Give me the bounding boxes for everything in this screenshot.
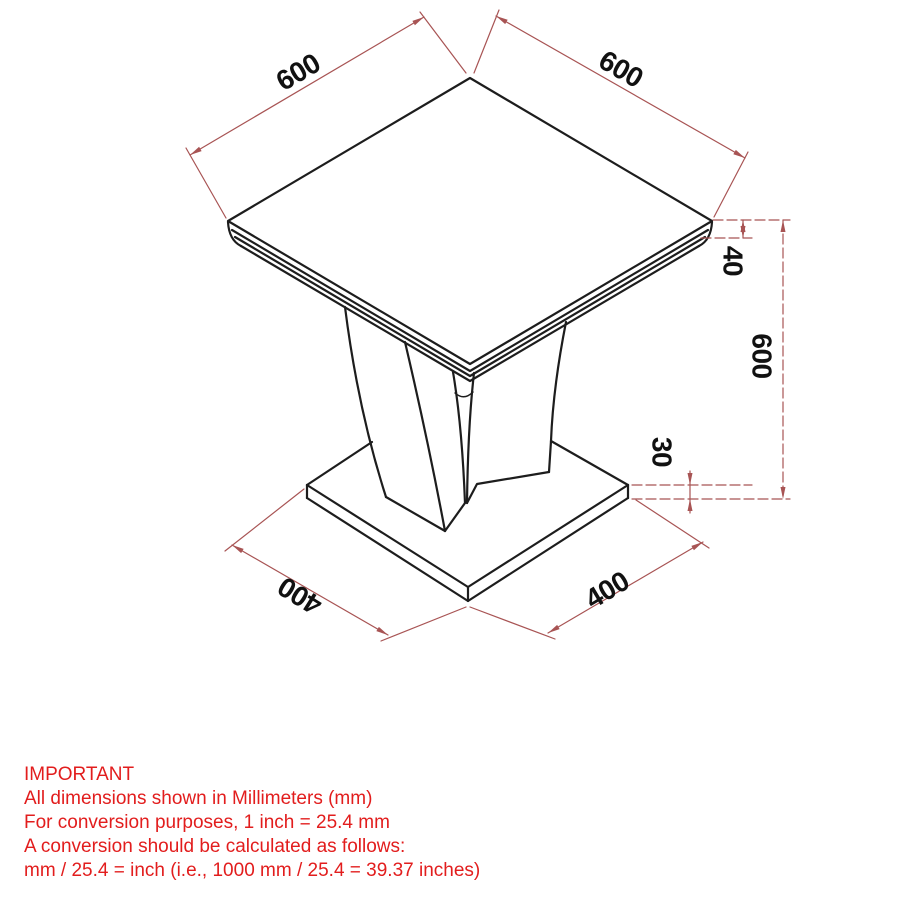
dim-arrow (412, 17, 424, 25)
dim-label: 40 (717, 245, 749, 277)
dimension-line (474, 10, 499, 73)
table-outline-path (405, 342, 445, 531)
dim-arrow (688, 499, 693, 511)
dim-arrow (548, 625, 560, 633)
dim-label: 400 (272, 570, 328, 622)
dim-label: 600 (746, 333, 778, 379)
dim-arrow (688, 473, 693, 485)
dim-arrow (733, 150, 745, 158)
table-outline-path (241, 246, 699, 381)
dimension-line (636, 500, 709, 548)
dim-arrow (781, 220, 786, 232)
table-outline-path (453, 372, 465, 503)
dimension-line (714, 152, 748, 217)
notes-line: For conversion purposes, 1 inch = 25.4 mm (24, 812, 390, 833)
table-outline-path (228, 78, 712, 364)
dim-arrow (232, 545, 244, 553)
dim-label: 30 (646, 436, 678, 468)
dimension-line (190, 17, 424, 155)
dim-label: 600 (593, 44, 649, 94)
notes-line: mm / 25.4 = inch (i.e., 1000 mm / 25.4 = 39.37 inches) (24, 860, 481, 881)
dimension-line (186, 148, 226, 218)
dim-arrow (781, 487, 786, 499)
notes-title: IMPORTANT (24, 764, 135, 785)
dim-arrow (691, 542, 703, 550)
dimension-line (496, 16, 745, 158)
dim-label: 400 (579, 565, 635, 615)
table-outline-path (467, 472, 549, 503)
table-outline-path (551, 322, 566, 441)
dim-arrow (376, 627, 388, 635)
dimension-line (420, 12, 466, 73)
dimension-line (225, 489, 304, 551)
notes-line: All dimensions shown in Millimeters (mm) (24, 788, 373, 809)
table-outline-path (445, 503, 465, 531)
dimension-line (470, 607, 555, 639)
dimension-line (381, 607, 466, 641)
dim-label: 600 (270, 47, 326, 97)
dim-arrow (496, 16, 508, 24)
important-notes (24, 763, 480, 883)
notes-line: A conversion should be calculated as follows: (24, 836, 406, 857)
table-outline-path (345, 307, 386, 497)
table-outline-path (549, 441, 551, 472)
dim-arrow (190, 147, 202, 155)
table-outline-path (307, 442, 372, 485)
table-outline-path (235, 237, 705, 376)
table-outline-path (551, 441, 628, 485)
table-outline-path (232, 230, 708, 371)
table-outline-path (386, 497, 445, 531)
